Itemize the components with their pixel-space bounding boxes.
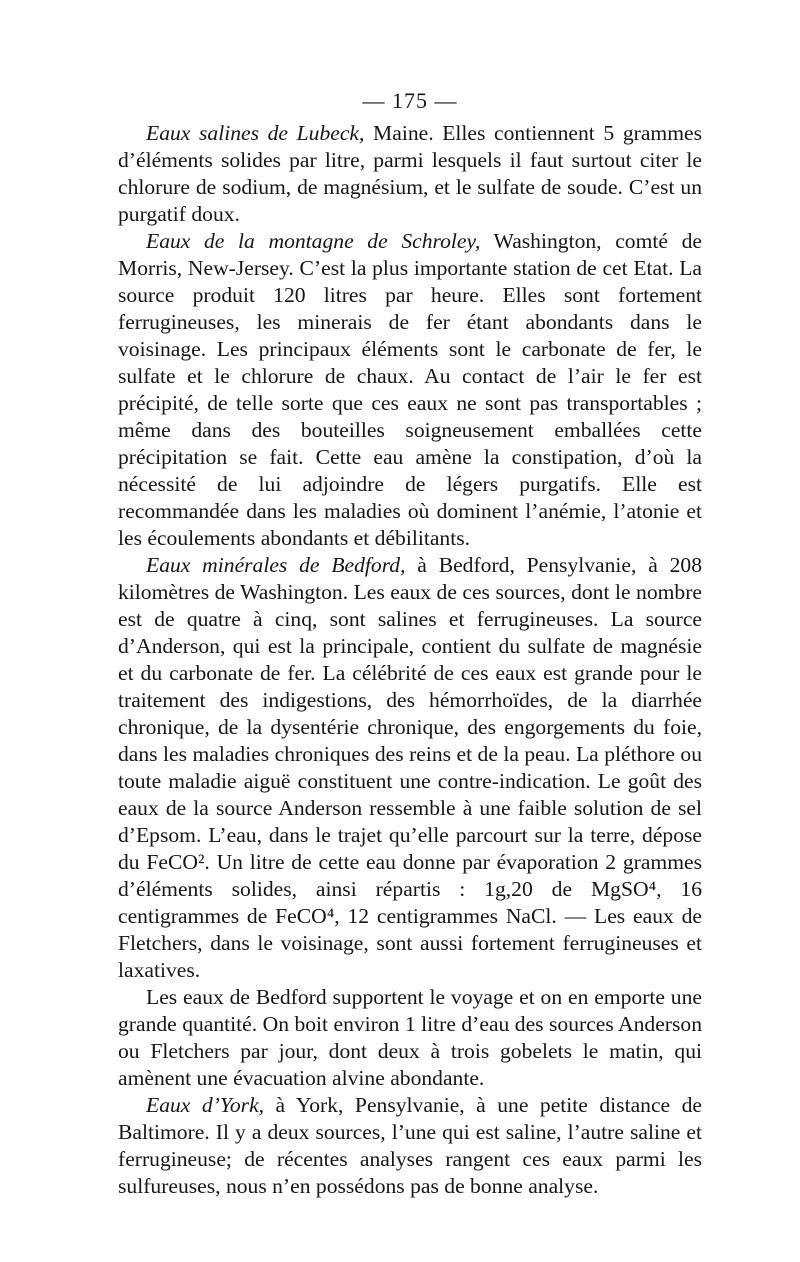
text-lubeck: Maine. Elles contiennent 5 grammes d’éléments solides par litre, parmi lesquels il faut surtout citer le chlorure de sodium, de magnésium, et le sulfate de soude. C’est un purgatif doux.: [118, 121, 703, 226]
paragraph-lubeck: [118, 120, 702, 228]
text-schroley: Washington, comté de Morris, New-Jersey. C’est la plus importante station de cet Etat. La source produit 120 litres par heure. Elles sont fortement ferrugineuses, les minerais de fer étant abondants dans le voisinage. Les principaux éléments sont le carbonate de fer, le sulfate et le chlorure de chaux. Au contact de l’air le fer est précipité, de telle sorte que ces eaux ne sont pas transportables ; même dans des bouteilles soigneusement emballées cette précipitation se fait. Cette eau amène la constipation, d’où la nécessité de lui adjoindre de légers purgatifs. Elle est recommandée dans les maladies où dominent l’anémie, l’atonie et les écoulements abondants et débilitants.: [118, 229, 702, 550]
paragraph-bedford: [118, 552, 702, 984]
heading-lubeck: Eaux salines de Lubeck,: [146, 121, 365, 145]
text-bedford-usage: Les eaux de Bedford supportent le voyage et on en emporte une grande quantité. On boit environ 1 litre d’eau des sources Anderson ou Fletchers par jour, dont deux à trois gobelets le matin, qui amènent une évacuation alvine abondante.: [118, 985, 702, 1090]
heading-bedford: Eaux minérales de Bedford,: [146, 553, 406, 577]
text-bedford: à Bedford, Pensylvanie, à 208 kilomètres de Washington. Les eaux de ces sources, dont le nombre est de quatre à cinq, sont salines et ferrugineuses. La source d’Anderson, qui est la principale, contient du sulfate de magnésie et du carbonate de fer. La célébrité de ces eaux est grande pour le traitement des indigestions, des hémorrhoïdes, de la diarrhée chronique, de la dysentérie chronique, des engorgements du foie, dans les maladies chroniques des reins et de la peau. La pléthore ou toute maladie aiguë constituent une contre-indication. Le goût des eaux de la source Anderson ressemble à une faible solution de sel d’Epsom. L’eau, dans le trajet qu’elle parcourt sur la terre, dépose du FeCO². Un litre de cette eau donne par évaporation 2 grammes d’éléments solides, ainsi répartis : 1g,20 de MgSO⁴, 16 centigrammes de FeCO⁴, 12 centigrammes NaCl. — Les eaux de Fletchers, dans le voisinage, sont aussi fortement ferrugineuses et laxatives.: [118, 553, 702, 982]
paragraph-bedford-usage: [118, 984, 702, 1092]
text-york: à York, Pensylvanie, à une petite distance de Baltimore. Il y a deux sources, l’une qui est saline, l’autre saline et ferrugineuse; de récentes analyses rangent ces eaux parmi les sulfureuses, nous n’en possédons pas de bonne analyse.: [118, 1093, 702, 1198]
heading-schroley: Eaux de la montagne de Schroley,: [146, 229, 481, 253]
paragraph-york: [118, 1092, 702, 1200]
heading-york: Eaux d’York,: [146, 1093, 265, 1117]
page-number: — 175 —: [362, 88, 458, 113]
paragraph-schroley: [118, 228, 702, 552]
